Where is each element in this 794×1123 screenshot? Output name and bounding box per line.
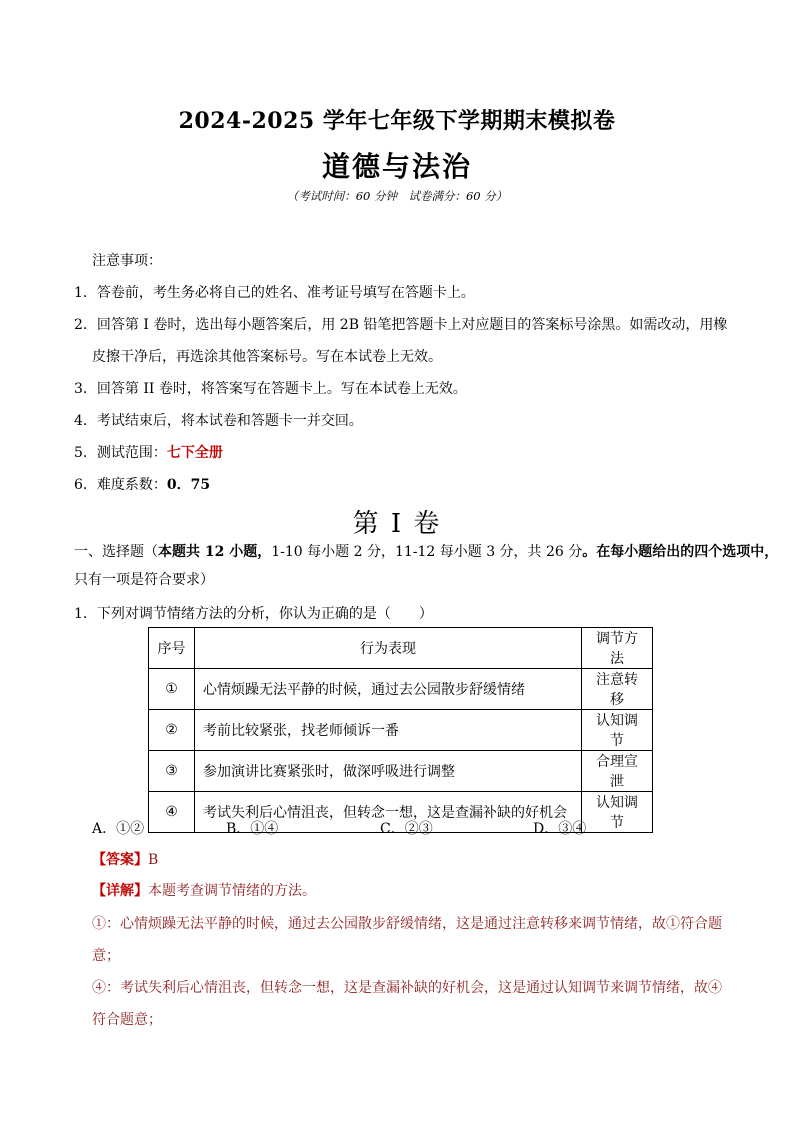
- table-cell: 合理宣泄: [582, 751, 653, 792]
- analysis-line-4: 符合题意；: [92, 1012, 162, 1028]
- note-item-3: 3．回答第 II 卷时，将答案写在答题卡上。写在本试卷上无效。: [74, 381, 467, 397]
- section-intro: [74, 541, 778, 561]
- subject-title: 道德与法治: [321, 150, 472, 183]
- section-intro-bold2: 。在每小题给出的四个选项中，: [582, 544, 779, 560]
- table-cell: ①: [149, 669, 195, 710]
- table-row: [149, 710, 653, 751]
- notes-heading: 注意事项：: [92, 253, 162, 269]
- detail-line: [92, 880, 316, 900]
- section-title: 第 I 卷: [352, 509, 442, 539]
- difficulty-value: 0．75: [166, 477, 211, 493]
- analysis-line-2: 意；: [92, 948, 120, 964]
- exam-title: 2024-2025 学年七年级下学期期末模拟卷: [178, 108, 616, 134]
- section-intro-part2: 1-10 每小题 2 分，11-12 每小题 3 分，共 26 分: [271, 544, 583, 560]
- section-intro-part1: 一、选择题（: [74, 544, 158, 560]
- table-cell: 参加演讲比赛紧张时，做深呼吸进行调整: [195, 751, 582, 792]
- option-a: A．①②: [92, 821, 145, 837]
- note-item-2-cont: 皮擦干净后，再选涂其他答案标号。写在本试卷上无效。: [92, 349, 442, 365]
- table-header-cell: 序号: [149, 628, 195, 669]
- table-cell: ②: [149, 710, 195, 751]
- section-intro-bold1: 本题共 12 小题，: [158, 544, 272, 560]
- table-cell: ④: [149, 792, 195, 833]
- table-cell: 注意转移: [582, 669, 653, 710]
- detail-intro: 本题考查调节情绪的方法。: [148, 883, 316, 899]
- answer-value: B: [148, 852, 159, 868]
- table-row: [149, 751, 653, 792]
- question-1-stem: 1．下列对调节情绪方法的分析，你认为正确的是（ ）: [74, 606, 433, 622]
- analysis-line-3: ④：考试失利后心情沮丧，但转念一想，这是查漏补缺的好机会，这是通过认知调节来调节情绪，故④: [92, 980, 722, 996]
- scope-label: 5．测试范围：: [74, 445, 167, 461]
- table-header-cell: 调节方法: [582, 628, 653, 669]
- table-cell: 考前比较紧张，找老师倾诉一番: [195, 710, 582, 751]
- option-c: C．②③: [380, 821, 433, 837]
- table-cell: 认知调节: [582, 710, 653, 751]
- section-intro-line2: 只有一项是符合要求）: [74, 572, 214, 588]
- answer-line: [92, 849, 158, 869]
- exam-info: （考试时间：60 分钟 试卷满分：60 分）: [286, 189, 508, 203]
- detail-label: 【详解】: [92, 883, 148, 899]
- question-1-options: [92, 818, 692, 838]
- scope-value: 七下全册: [166, 445, 223, 461]
- note-item-5: [74, 442, 223, 462]
- table-row: [149, 669, 653, 710]
- table-cell: 认知调节: [582, 792, 653, 833]
- table-header-cell: 行为表现: [195, 628, 582, 669]
- question-1-table: [148, 627, 653, 833]
- table-header-row: [149, 628, 653, 669]
- analysis-line-1: ①：心情烦躁无法平静的时候，通过去公园散步舒缓情绪，这是通过注意转移来调节情绪，故①符合题: [92, 916, 722, 932]
- table-cell: 考试失利后心情沮丧，但转念一想，这是查漏补缺的好机会: [195, 792, 582, 833]
- table-cell: ③: [149, 751, 195, 792]
- note-item-4: 4．考试结束后，将本试卷和答题卡一并交回。: [74, 413, 363, 429]
- option-b: B．①④: [226, 821, 279, 837]
- option-d: D．③④: [533, 821, 587, 837]
- difficulty-label: 6．难度系数：: [74, 477, 167, 493]
- note-item-1: 1．答卷前，考生务必将自己的姓名、准考证号填写在答题卡上。: [74, 285, 475, 301]
- note-item-6: [74, 474, 210, 494]
- table-cell: 心情烦躁无法平静的时候，通过去公园散步舒缓情绪: [195, 669, 582, 710]
- note-item-2: 2．回答第 I 卷时，选出每小题答案后，用 2B 铅笔把答题卡上对应题目的答案标号涂黑。如需改动，用橡: [74, 317, 728, 333]
- answer-label: 【答案】: [92, 852, 148, 868]
